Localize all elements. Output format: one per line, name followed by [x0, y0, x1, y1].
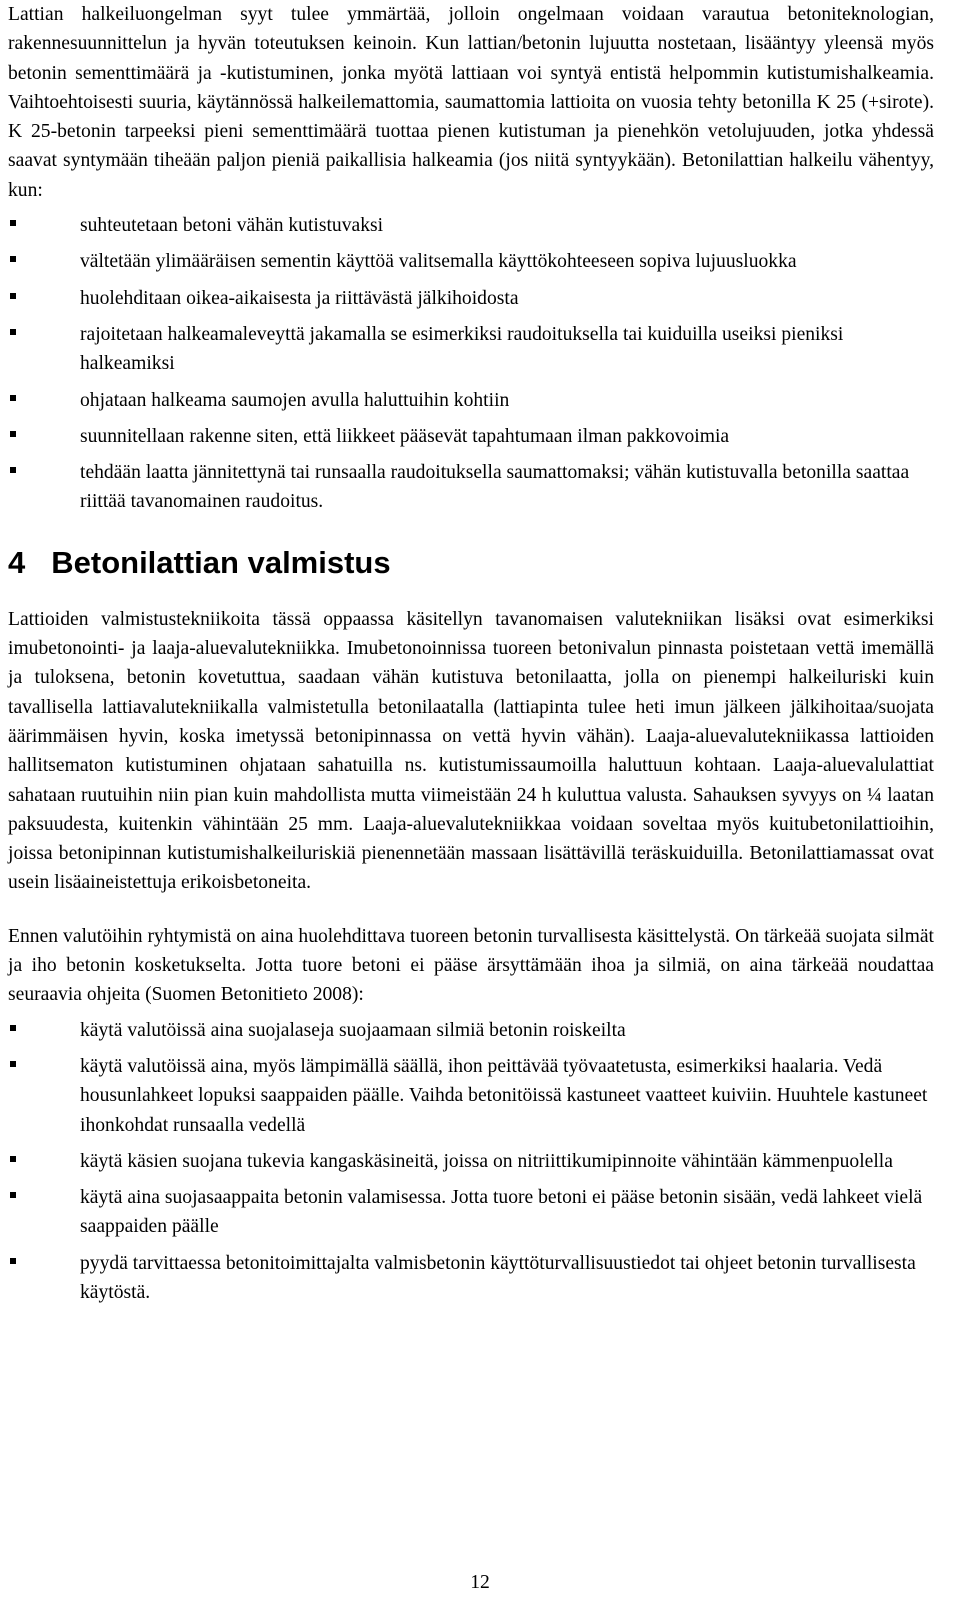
safety-intro-paragraph: Ennen valutöihin ryhtymistä on aina huolehdittava tuoreen betonin turvallisesta käsittelystä. On tärkeää suojata silmät ja iho betonin kosketukselta. Jotta tuore betoni ei pääse ärsyttämään ihoa ja silmiä, on aina tärkeää noudattaa seuraavia ohjeita (Suomen Betonitieto 2008):	[8, 925, 934, 1006]
square-bullet-icon	[10, 329, 16, 335]
list-item	[8, 247, 934, 276]
square-bullet-icon	[10, 467, 16, 473]
safety-list	[8, 1016, 934, 1308]
list-item	[8, 1147, 934, 1176]
list-item	[8, 386, 934, 415]
list-item-text: käytä valutöissä aina, myös lämpimällä säällä, ihon peittävää työvaatetusta, esimerkiksi haalaria. Vedä housunlahkeet lopuksi saappaiden päälle. Vaihda betonitöissä kastuneet vaatteet kuiviin. Huuhtele kastuneet ihonkohdat runsaalla vedellä	[80, 1055, 928, 1136]
list-item	[8, 422, 934, 451]
list-item-text: rajoitetaan halkeamaleveyttä jakamalla se esimerkiksi raudoituksella tai kuiduilla useiksi pieniksi halkeamiksi	[80, 323, 844, 375]
list-item-text: tehdään laatta jännitettynä tai runsaalla raudoituksella saumattomaksi; vähän kutistuvalla betonilla saattaa riittää tavanomainen raudoitus.	[80, 462, 910, 513]
square-bullet-icon	[10, 395, 16, 401]
list-item	[8, 211, 934, 240]
intro-paragraph: Lattian halkeiluongelman syyt tulee ymmärtää, jolloin ongelmaan voidaan varautua betoniteknologian, rakennesuunnittelun ja hyvän toteutuksen keinoin. Kun lattian/betonin lujuutta nostetaan, lisääntyy yleensä myös betonin sementtimäärä ja -kutistuminen, jonka myötä lattiaan voi syntyä entistä helpommin kutistumishalkeamia. Vaihtoehtoisesti suuria, käytännössä halkeilemattomia, saumattomia lattioita on vuosia tehty betonilla K 25 (+sirote). K 25-betonin tarpeeksi pieni sementtimäärä tuottaa pienen kutistuman ja pienehkön vetolujuuden, jotka yhdessä saavat syntymään tiheään paljon pieniä paikallisia halkeamia (jos niitä syntyykään). Betonilattian halkeilu vähentyy, kun:	[8, 4, 934, 201]
square-bullet-icon	[10, 1156, 16, 1162]
square-bullet-icon	[10, 1192, 16, 1198]
square-bullet-icon	[10, 1025, 16, 1031]
section-paragraph: Lattioiden valmistustekniikoita tässä oppaassa käsitellyn tavanomaisen valutekniikan lisäksi ovat esimerkiksi imubetonointi- ja laaja-aluevalutekniikka. Imubetonoinnissa tuoreen betonivalun pinnasta poistetaan vettä imemällä ja tuloksena, betonin kovetuttua, saadaan vähän kutistuva betonilaatta, jolla on pienempi halkeiluriski kuin tavallisella lattiavalutekniikalla valmistetulla betonilaatalla (lattiapinta tulee heti imun jälkeen jälkihoitaa/suojata äärimmäisen hyvin, koska imetyssä betonipinnassa on vettä hyvin vähän). Laaja-aluevalutekniikassa lattioiden hallitsematon kutistuminen ohjataan sahatuilla ns. kutistumissaumoilla haluttuun kohtaan. Laaja-aluevalulattiat sahataan ruutuihin niin pian kuin mahdollista mutta viimeistään 24 h kuluttua valusta. Sahauksen syvyys on ¼ laatan paksuudesta, kuitenkin vähintään 25 mm. Laaja-aluevalutekniikkaa voidaan soveltaa myös kuitubetonilattioihin, joissa betonipinnan kutistumishalkeiluriskiä pienennetään massaan lisättävillä teräskuiduilla. Betonilattiamassat ovat usein lisäaineistettuja erikoisbetoneita.	[8, 608, 934, 894]
list-item-text: käytä käsien suojana tukevia kangaskäsineitä, joissa on nitriittikumipinnoite vähintään kämmenpuolella	[80, 1150, 893, 1172]
document-page	[8, 0, 934, 1314]
list-item	[8, 1183, 934, 1242]
page-number: 12	[470, 1572, 490, 1593]
list-item-text: suunnitellaan rakenne siten, että liikkeet pääsevät tapahtumaan ilman pakkovoimia	[80, 425, 730, 447]
square-bullet-icon	[10, 293, 16, 299]
list-item	[8, 320, 934, 379]
list-item-text: vältetään ylimääräisen sementin käyttöä valitsemalla käyttökohteeseen sopiva lujuusluokka	[80, 251, 797, 273]
list-item	[8, 1016, 934, 1045]
square-bullet-icon	[10, 1258, 16, 1264]
list-item	[8, 1052, 934, 1140]
square-bullet-icon	[10, 220, 16, 226]
square-bullet-icon	[10, 431, 16, 437]
list-item	[8, 458, 934, 517]
list-item	[8, 284, 934, 313]
section-title: Betonilattian valmistus	[51, 544, 391, 580]
list-item-text: ohjataan halkeama saumojen avulla haluttuihin kohtiin	[80, 389, 510, 411]
list-item-text: huolehditaan oikea-aikaisesta ja riittävästä jälkihoidosta	[80, 287, 519, 309]
section-number: 4	[8, 544, 26, 580]
square-bullet-icon	[10, 256, 16, 262]
list-item-text: käytä valutöissä aina suojalaseja suojaamaan silmiä betonin roiskeilta	[80, 1019, 626, 1041]
square-bullet-icon	[10, 1061, 16, 1067]
list-item-text: suhteutetaan betoni vähän kutistuvaksi	[80, 215, 384, 237]
crack-reduction-list	[8, 211, 934, 517]
list-item	[8, 1249, 934, 1308]
list-item-text: pyydä tarvittaessa betonitoimittajalta valmisbetonin käyttöturvallisuustiedot tai ohjeet betonin turvallisesta käytöstä.	[80, 1252, 916, 1303]
list-item-text: käytä aina suojasaappaita betonin valamisessa. Jotta tuore betoni ei pääse betonin sisään, vedä lahkeet vielä saappaiden päälle	[80, 1187, 923, 1238]
section-heading	[8, 543, 934, 583]
